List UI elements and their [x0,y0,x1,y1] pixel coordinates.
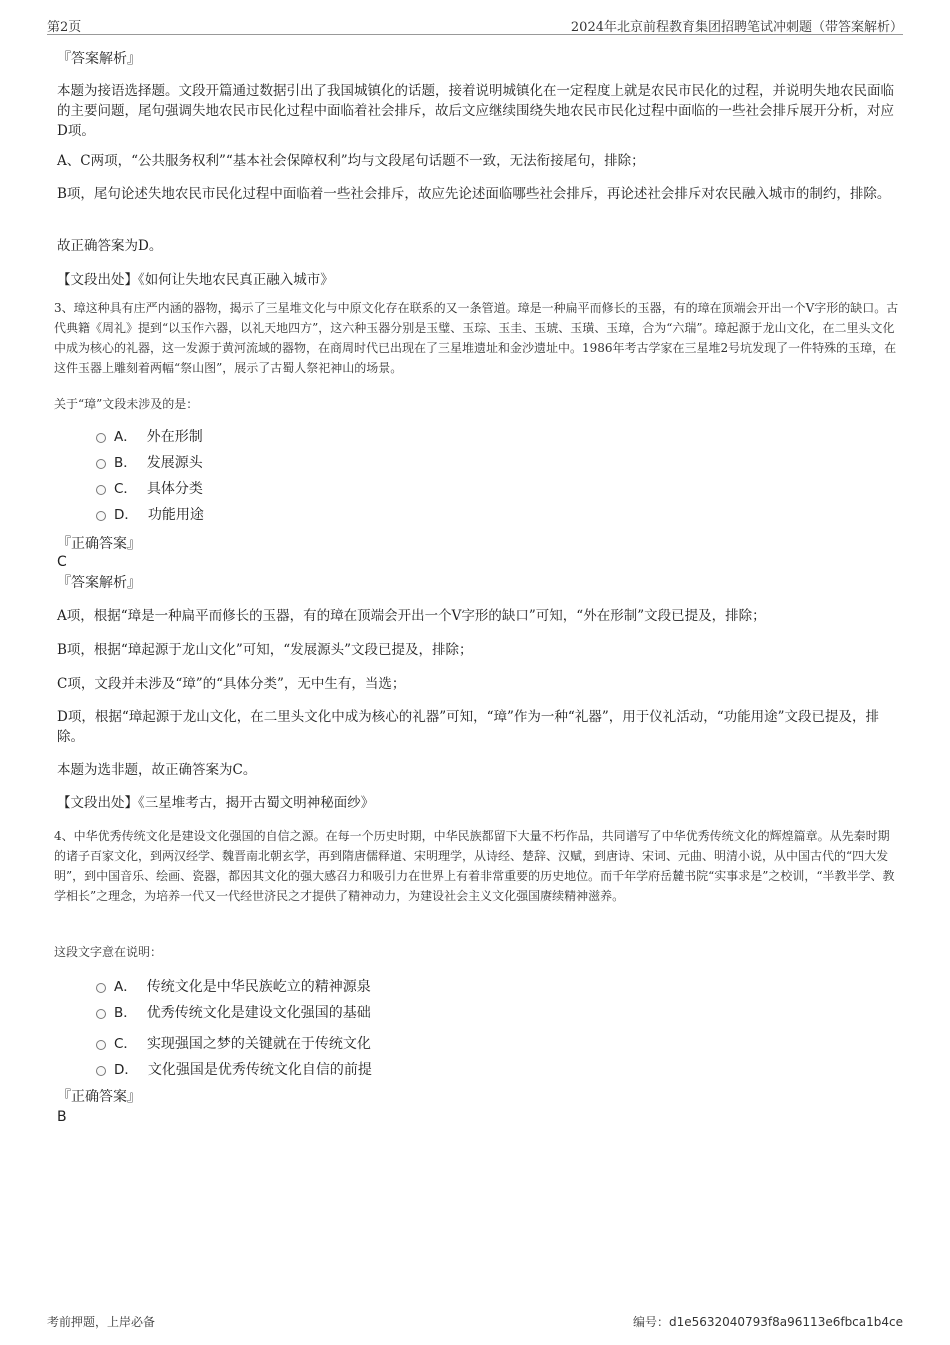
analysis-paragraph: 故正确答案为D。 [57,238,163,254]
option-b[interactable]: B． 发展源头 [96,453,203,473]
radio-icon[interactable] [96,433,106,443]
question-stem: 3、璋这种具有庄严内涵的器物，揭示了三星堆文化与中原文化存在联系的又一条管道。璋是一种扁平而修长的玉器，有的璋在顶端会开出一个V字形的缺口。古代典籍《周礼》提到“以玉作六器，以礼天地四方”，这六种玉器分别是玉璧、玉琮、玉圭、玉琥、玉璜、玉璋，合为“六瑞”。璋起源于龙山文化，在二里头文化中成为核心的礼器，这一发源于黄河流域的器物，在商周时代已出现在了三星堆遗址和金沙遗址中。1986年考古学家在三星堆2号坑发现了一件特殊的玉璋，在这件玉器上雕刻着两幅“祭山图”，展示了古蜀人祭祀神山的场景。 [54,301,899,375]
analysis-paragraph: A项，根据“璋是一种扁平而修长的玉器，有的璋在顶端会开出一个V字形的缺口”可知，“外在形制”文段已提及，排除； [57,608,766,624]
option-b[interactable]: B． 优秀传统文化是建设文化强国的基础 [96,1003,371,1023]
radio-icon[interactable] [96,459,106,469]
option-d[interactable]: D． 文化强国是优秀传统文化自信的前提 [96,1060,372,1080]
radio-icon[interactable] [96,1040,106,1050]
analysis-label: 『答案解析』 [57,51,141,67]
answer-value: B [57,1109,67,1125]
page-header [47,14,903,35]
option-d[interactable]: D． 功能用途 [96,505,204,525]
question-stem: 4、中华优秀传统文化是建设文化强国的自信之源。在每一个历史时期，中华民族都留下大量不朽作品，共同谱写了中华优秀传统文化的辉煌篇章。从先秦时期的诸子百家文化，到两汉经学、魏晋南北朝玄学，再到隋唐儒释道、宋明理学，从诗经、楚辞、汉赋，到唐诗、宋词、元曲、明清小说，从中国古代的“四大发明”，到中国音乐、绘画、瓷器，都因其文化的强大感召力和吸引力在世界上有着非常重要的历史地位。而千年学府岳麓书院“实事求是”之校训，“半教半学、教学相长”之理念，为培养一代又一代经世济民之才提供了精神动力，为建设社会主义文化强国赓续精神滋养。 [54,829,895,903]
answer-value: C [57,554,67,570]
answer-label: 『正确答案』 [57,1089,141,1105]
question-prompt: 关于“璋”文段未涉及的是： [54,397,199,411]
radio-icon[interactable] [96,983,106,993]
radio-icon[interactable] [96,511,106,521]
option-a[interactable]: A． 传统文化是中华民族屹立的精神源泉 [96,977,371,997]
option-a[interactable]: A． 外在形制 [96,427,203,447]
page-footer [47,1313,903,1331]
analysis-paragraph: D项，根据“璋起源于龙山文化，在二里头文化中成为核心的礼器”可知，“璋”作为一种“礼器”，用于仪礼活动，“功能用途”文段已提及，排除。 [57,709,880,745]
option-c[interactable]: C． 具体分类 [96,479,203,499]
source-citation: 【文段出处】《三星堆考古，揭开古蜀文明神秘面纱》 [57,795,375,811]
source-citation: 【文段出处】《如何让失地农民真正融入城市》 [57,272,334,288]
analysis-paragraph: B项，尾句论述失地农民市民化过程中面临着一些社会排斥，故应先论述面临哪些社会排斥，再论述社会排斥对农民融入城市的制约，排除。 [57,186,891,202]
analysis-paragraph: C项，文段并未涉及“璋”的“具体分类”，无中生有，当选； [57,676,406,692]
radio-icon[interactable] [96,1009,106,1019]
footer-slogan: 考前押题，上岸必备 [47,1315,156,1329]
analysis-paragraph: 本题为选非题，故正确答案为C。 [57,762,257,778]
question-prompt: 这段文字意在说明： [54,945,163,959]
analysis-paragraph: A、C两项，“公共服务权利”“基本社会保障权利”均与文段尾句话题不一致，无法衔接尾句，排除； [57,153,645,169]
document-title: 2024年北京前程教育集团招聘笔试冲刺题（带答案解析） [570,20,903,35]
radio-icon[interactable] [96,1066,106,1076]
radio-icon[interactable] [96,485,106,495]
answer-label: 『正确答案』 [57,536,141,552]
analysis-paragraph: B项，根据“璋起源于龙山文化”可知，“发展源头”文段已提及，排除； [57,642,473,658]
analysis-label: 『答案解析』 [57,575,141,591]
document-id: 编号：d1e5632040793f8a96113e6fbca1b4ce [632,1315,903,1329]
analysis-paragraph: 本题为接语选择题。文段开篇通过数据引出了我国城镇化的话题，接着说明城镇化在一定程度上就是农民市民化的过程，并说明失地农民面临的主要问题，尾句强调失地农民市民化过程中面临着社会排斥，故后文应继续围绕失地农民市民化过程中面临的一些社会排斥展开分析，对应D项。 [57,83,894,139]
option-c[interactable]: C． 实现强国之梦的关键就在于传统文化 [96,1034,371,1054]
page-number: 第2页 [47,20,82,35]
